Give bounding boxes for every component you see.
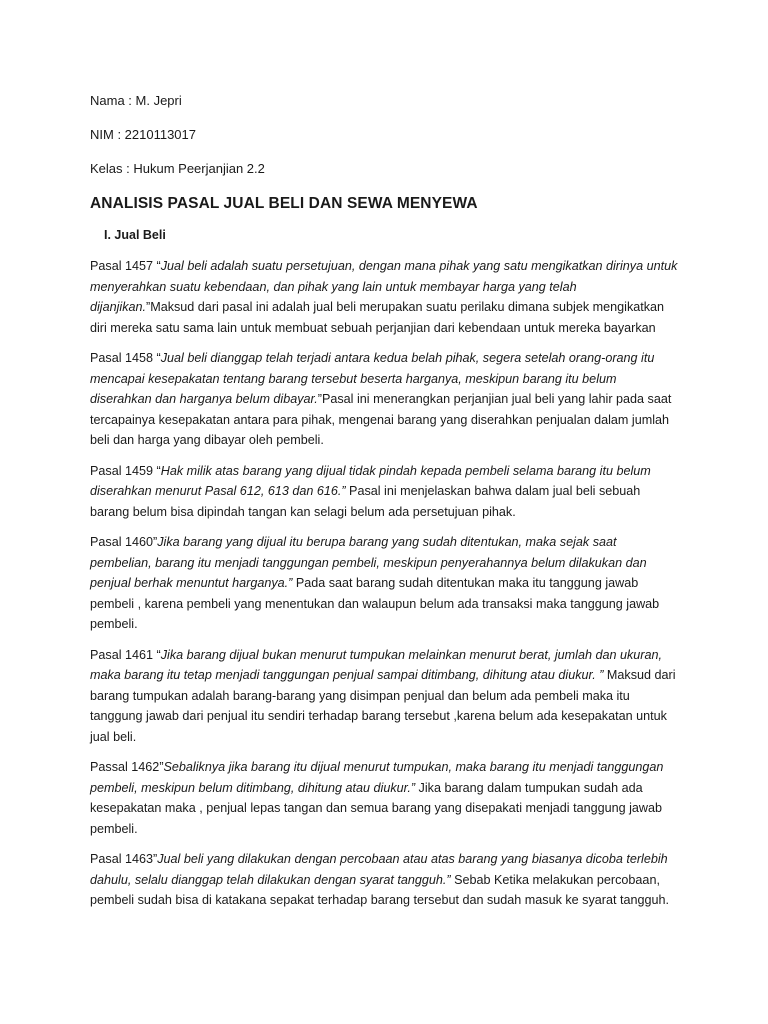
paragraph-explanation: Sebab Ketika melakukan percobaan, pembeli sudah bisa di katakana sepakat terhadap barang tersebut dan sudah masuk ke syarat tangguh. [90,872,669,907]
student-nim: NIM : 2210113017 [90,127,196,142]
student-name: Nama : M. Jepri [90,93,182,108]
paragraph-explanation: Pasal ini menjelaskan bahwa dalam jual beli sebuah barang belum bisa dipindah tangan kan selagi belum ada persetujuan pihak. [90,484,641,519]
paragraph-quote: Jual beli adalah suatu persetujuan, dengan mana pihak yang satu mengikatkan dirinya untuk menyerahkan suatu kebendaan, dan pihak yang lain untuk membayar harga yang telah dijanjikan. [90,259,678,314]
paragraph-pasal-1457 [90,256,680,338]
paragraph-quote: Sebaliknya jika barang itu dijual menurut tumpukan, maka barang itu menjadi tanggungan pembeli, meskipun belum ditimbang, dihitung atau diukur.” [90,760,664,795]
paragraph-quote: Hak milik atas barang yang dijual tidak pindah kepada pembeli selama barang itu belum diserahkan menurut Pasal 612, 613 dan 616.” [90,463,651,498]
section-heading: I. Jual Beli [104,228,166,242]
paragraph-explanation: Jika barang dalam tumpukan sudah ada kesepakatan maka , penjual lepas tangan dan semua barang yang disepakati menjadi tanggung jawab pembeli. [90,780,663,836]
paragraph-pasal-1462 [90,757,680,839]
paragraph-quote: Jual beli dianggap telah terjadi antara kedua belah pihak, segera setelah orang-orang itu mencapai kesepakatan tentang barang tersebut beserta harganya, meskipun barang itu belum diserahkan dan harganya belum dibayar. [90,351,655,406]
paragraph-pasal-1461 [90,645,680,748]
paragraph-pasal-1459 [90,461,680,523]
paragraph-lead: Pasal 1461 “ [90,647,161,662]
document-page [90,92,680,921]
paragraph-quote: Jika barang dijual bukan menurut tumpukan melainkan menurut berat, jumlah dan ukuran, maka barang itu tetap menjadi tanggungan penjual sampai ditimbang, dihitung atau diukur. ” [90,647,662,682]
paragraph-explanation: Maksud dari barang tumpukan adalah barang-barang yang disimpan penjual dan belum ada pembeli maka itu tanggung jawab dari penjual itu sendiri terhadap barang tersebut ,karena belum ada kesepakatan untuk jual beli. [90,668,676,744]
paragraph-lead: Pasal 1460” [90,535,158,549]
paragraph-lead: Pasal 1463” [90,852,158,866]
paragraph-pasal-1458 [90,348,680,451]
paragraph-lead: Pasal 1459 “ [90,463,161,478]
paragraph-quote: Jika barang yang dijual itu berupa barang yang sudah ditentukan, maka sejak saat pembelian, barang itu menjadi tanggungan pembeli, meskipun penyerahannya belum dilakukan dan penjual berhak menuntut harganya.” [90,535,647,590]
paragraph-pasal-1460 [90,532,680,635]
paragraph-quote: Jual beli yang dilakukan dengan percobaan atau atas barang yang biasanya dicoba terlebih dahulu, selalu dianggap telah dilakukan dengan syarat tangguh.” [90,852,668,887]
paragraph-lead: Passal 1462” [90,760,164,774]
student-class: Kelas : Hukum Peerjanjian 2.2 [90,161,265,176]
paragraph-explanation: ”Pasal ini menerangkan perjanjian jual beli yang lahir pada saat tercapainya kesepakatan antara para pihak, mengenai barang yang diserahkan penjualan dalam jumlah beli dan harga yang dibayar oleh pembeli. [90,392,672,447]
paragraph-explanation: Pada saat barang sudah ditentukan maka itu tanggung jawab pembeli , karena pembeli yang menentukan dan walaupun belum ada transaksi maka tanggung jawab pembeli. [90,576,660,631]
paragraph-explanation: ”Maksud dari pasal ini adalah jual beli merupakan suatu perilaku dimana subjek mengikatkan diri mereka satu sama lain untuk membuat sebuah perjanjian dari kebendaan untuk mereka bayarkan [90,300,665,335]
paragraph-pasal-1463 [90,849,680,911]
document-title: ANALISIS PASAL JUAL BELI DAN SEWA MENYEWA [90,195,478,212]
paragraph-lead: Pasal 1458 “ [90,351,161,365]
paragraph-lead: Pasal 1457 “ [90,259,161,273]
